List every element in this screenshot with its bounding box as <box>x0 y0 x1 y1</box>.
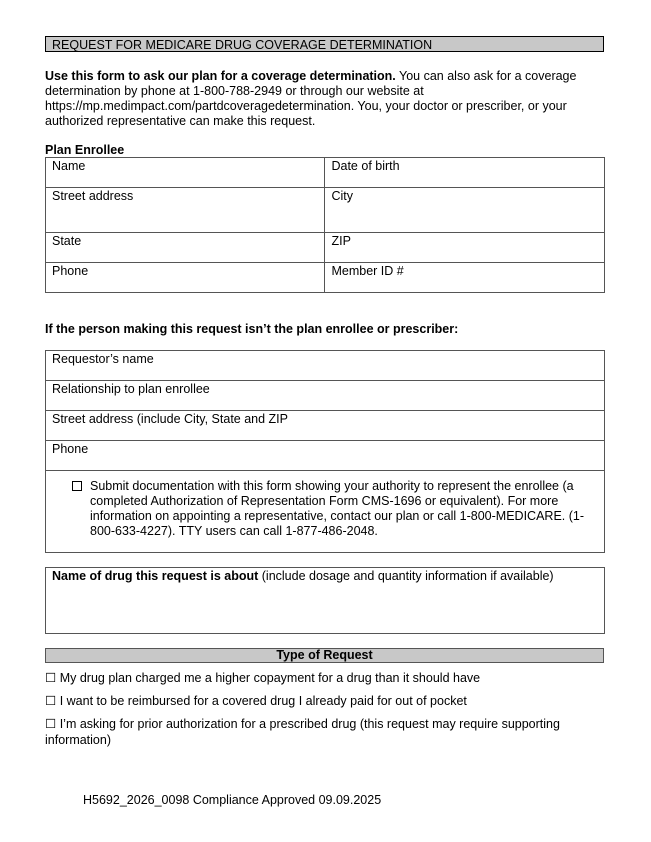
enrollee-state-field[interactable]: State <box>46 233 325 263</box>
drug-name-field[interactable] <box>46 568 605 634</box>
form-title: REQUEST FOR MEDICARE DRUG COVERAGE DETERMINATION <box>45 36 604 52</box>
request-option-1-label: My drug plan charged me a higher copayment for a drug than it should have <box>59 671 481 685</box>
enrollee-zip-field[interactable]: ZIP <box>325 233 605 263</box>
enrollee-city-field[interactable]: City <box>325 188 605 233</box>
request-option-2-label: I want to be reimbursed for a covered drug I already paid for out of pocket <box>59 694 467 708</box>
authority-checkbox[interactable] <box>72 481 82 491</box>
drug-name-table <box>45 567 605 634</box>
authority-checkbox-text: Submit documentation with this form showing your authority to represent the enrollee (a completed Authorization of Representation Form CMS-1696 or equivalent). For more information on appointing a representative, contact our plan or call 1-800-MEDICARE. (1-800-633-4227). TTY users can call 1-877-486-2048. <box>90 479 585 538</box>
request-option-3-label: I’m asking for prior authorization for a prescribed drug (this request may require supporting information) <box>45 717 560 747</box>
request-option-2-checkbox-icon[interactable]: ☐ <box>45 694 57 708</box>
authority-documentation-cell <box>46 471 605 553</box>
request-option-1-checkbox-icon[interactable]: ☐ <box>45 671 57 685</box>
requestor-heading: If the person making this request isn’t the plan enrollee or prescriber: <box>45 322 459 336</box>
intro-paragraph <box>45 69 605 129</box>
requestor-phone-field[interactable]: Phone <box>46 441 605 471</box>
enrollee-member-id-field[interactable]: Member ID # <box>325 263 605 293</box>
request-option-1[interactable] <box>45 670 605 686</box>
enrollee-phone-field[interactable]: Phone <box>46 263 325 293</box>
requestor-relationship-field[interactable]: Relationship to plan enrollee <box>46 381 605 411</box>
requestor-address-field[interactable]: Street address (include City, State and ZIP <box>46 411 605 441</box>
requestor-table <box>45 350 605 553</box>
type-of-request-heading: Type of Request <box>45 648 604 663</box>
enrollee-dob-field[interactable]: Date of birth <box>325 158 605 188</box>
intro-bold: Use this form to ask our plan for a coverage determination. <box>45 69 396 83</box>
plan-enrollee-heading: Plan Enrollee <box>45 143 125 157</box>
requestor-name-field[interactable]: Requestor’s name <box>46 351 605 381</box>
enrollee-name-field[interactable]: Name <box>46 158 325 188</box>
compliance-footer: H5692_2026_0098 Compliance Approved 09.09.2025 <box>83 793 382 807</box>
drug-name-label: Name of drug this request is about <box>52 569 259 583</box>
request-option-3-checkbox-icon[interactable]: ☐ <box>45 717 57 731</box>
request-option-2[interactable] <box>45 693 605 709</box>
intro-text: You can also ask for a coverage determination by phone at 1-800-788-2949 or through our website at https://mp.medimpact.com/partdcoveragedetermination. You, your doctor or prescriber, or your authorized representative can make this request. <box>45 69 577 128</box>
plan-enrollee-table <box>45 157 605 293</box>
request-option-3[interactable] <box>45 716 605 748</box>
drug-name-hint: (include dosage and quantity information if available) <box>258 569 554 583</box>
enrollee-street-field[interactable]: Street address <box>46 188 325 233</box>
